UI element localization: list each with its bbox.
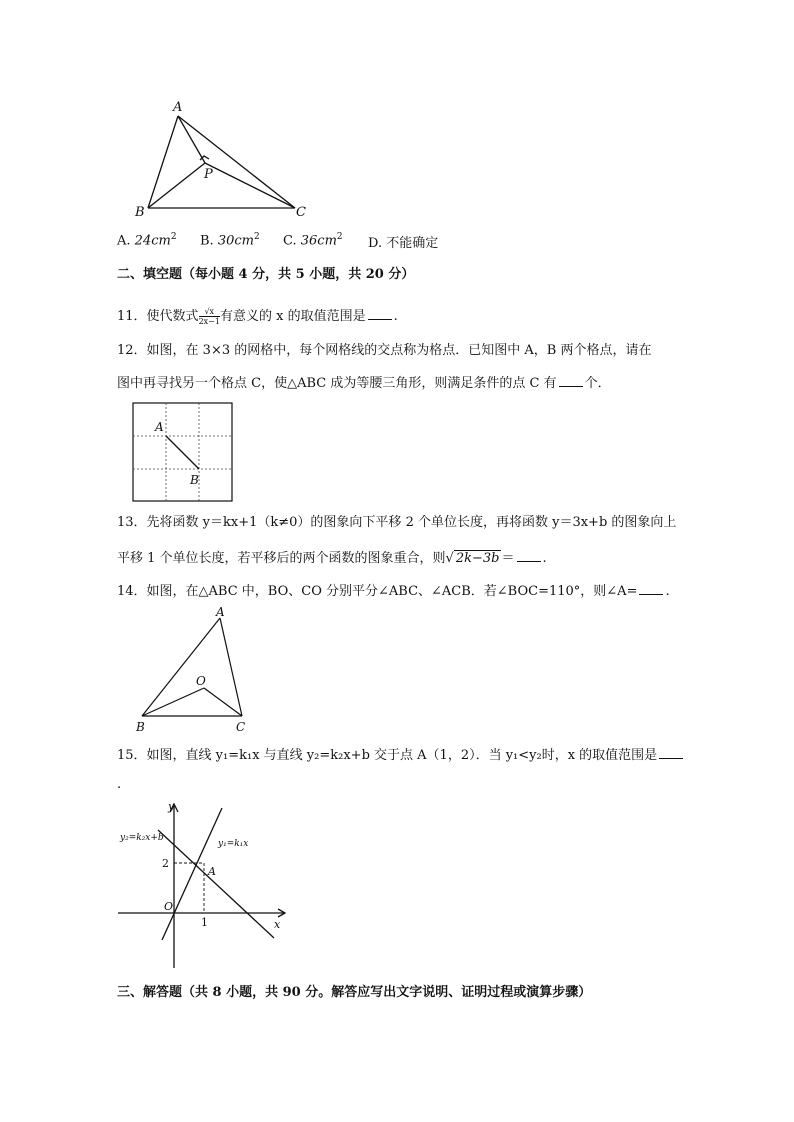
origin-label-o: O <box>164 900 174 913</box>
point-label-a: A <box>208 865 216 878</box>
segment-ap <box>178 116 205 163</box>
option-a-exp: 2 <box>170 232 177 242</box>
vertex-label-a: A <box>173 100 183 115</box>
edge-ac <box>220 618 242 716</box>
question-11-end: . <box>393 309 398 324</box>
section-heading-fill-in: 二、填空题（每小题 4 分，共 5 小题，共 20 分） <box>117 267 415 282</box>
question-15-end: . <box>117 777 122 792</box>
line-label-y1: y₁=k₁x <box>218 839 249 849</box>
point-label-p: P <box>204 167 213 182</box>
segment-bp <box>148 163 205 208</box>
option-c-letter: C. <box>283 233 297 249</box>
edge-ac <box>178 116 295 208</box>
question-11-fraction <box>199 307 220 326</box>
question-13-text-pre: 平移 1 个单位长度，若平移后的两个函数的图象重合，则 <box>117 551 446 566</box>
sqrt-sign: √ <box>445 551 454 566</box>
answer-blank <box>639 582 663 595</box>
grid-label-b: B <box>190 473 199 487</box>
question-12-text-pre: 图中再寻找另一个格点 C，使△ABC 成为等腰三角形，则满足条件的点 C 有 <box>117 376 557 391</box>
axis-label-y: y <box>168 800 175 813</box>
figure-triangle-abc-p <box>130 98 320 220</box>
answer-blank <box>659 746 683 759</box>
figure-triangle-abc-o <box>130 604 260 736</box>
question-13-end: . <box>542 551 547 566</box>
segment-bo <box>142 688 204 716</box>
question-11-text-pre: 使代数式 <box>146 309 199 324</box>
answer-blank <box>517 549 541 562</box>
line-label-y2: y₂=k₂x+b <box>120 833 164 843</box>
question-13-line-1: 13．先将函数 y＝kx+1（k≠0）的图象向下平移 2 个单位长度，再将函数 y＝3x+b 的图象向上 <box>117 515 677 530</box>
option-c-value: 36cm <box>300 233 337 249</box>
figure-grid-3x3 <box>132 402 236 504</box>
line-y2 <box>158 830 274 938</box>
question-12-text-post: 个． <box>584 376 611 391</box>
grid-label-a: A <box>155 420 164 434</box>
option-a-letter: A. <box>117 233 131 249</box>
sqrt-radicand: 2k−3b <box>455 551 500 566</box>
option-b-exp: 2 <box>253 232 260 242</box>
vertex-label-c: C <box>296 205 306 220</box>
option-c <box>283 232 343 248</box>
option-a <box>117 232 177 248</box>
segment-ab <box>166 436 199 469</box>
question-15-text: 15．如图，直线 y₁=k₁x 与直线 y₂=k₂x+b 交于点 A（1，2）．当 y₁<y₂时，x 的取值范围是 <box>117 748 658 763</box>
vertex-label-c: C <box>236 720 246 734</box>
tick-label-2: 2 <box>162 857 169 870</box>
option-a-value: 24cm <box>134 233 171 249</box>
option-b-value: 30cm <box>217 233 254 249</box>
section-heading-solutions: 三、解答题（共 8 小题，共 90 分。解答应写出文字说明、证明过程或演算步骤） <box>117 985 592 1000</box>
vertex-label-a: A <box>216 605 225 619</box>
segment-pc <box>205 163 295 208</box>
question-11-number: 11． <box>117 309 147 324</box>
option-b-letter: B. <box>200 233 214 249</box>
question-12-line-1: 12．如图，在 3×3 的网格中，每个网格线的交点称为格点．已知图中 A，B 两个格点，请在 <box>117 343 652 358</box>
option-d <box>368 232 438 251</box>
question-13-line-2 <box>117 549 547 568</box>
option-d-value: 不能确定 <box>386 236 439 251</box>
answer-blank <box>559 374 583 387</box>
question-14 <box>117 582 670 601</box>
option-b <box>200 232 260 248</box>
fraction-numerator: √x <box>204 307 215 316</box>
figure-coordinate-lines <box>118 800 294 972</box>
answer-blank <box>368 307 392 320</box>
edge-ab <box>148 116 178 208</box>
option-c-exp: 2 <box>336 232 343 242</box>
tick-label-1: 1 <box>201 916 208 929</box>
axis-label-x: x <box>274 918 281 931</box>
question-14-end: . <box>665 584 670 599</box>
edge-ab <box>142 618 220 716</box>
question-15 <box>117 746 685 765</box>
point-label-o: O <box>196 674 206 688</box>
question-11-text-post: 有意义的 x 的取值范围是 <box>219 309 366 324</box>
question-12-line-2 <box>117 374 611 393</box>
question-14-text: 14．如图，在△ABC 中，BO、CO 分别平分∠ABC、∠ACB．若∠BOC=110°，则∠A= <box>117 584 638 599</box>
vertex-label-b: B <box>136 720 145 734</box>
vertex-label-b: B <box>135 205 145 220</box>
fraction-denominator: 2x−1 <box>198 317 220 326</box>
question-11 <box>117 304 398 330</box>
question-13-equals: ＝ <box>501 551 515 566</box>
option-d-letter: D. <box>368 236 383 251</box>
